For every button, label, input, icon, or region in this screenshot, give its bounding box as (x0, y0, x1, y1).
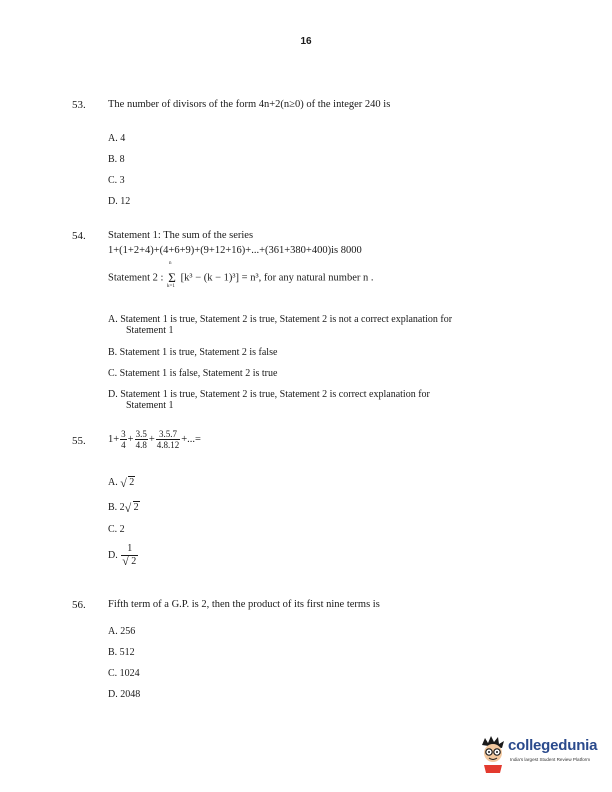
sqrt: √ 2 (124, 501, 139, 515)
mascot-icon (478, 735, 508, 773)
series-tail: +...= (181, 433, 201, 445)
option-b: B. 8 (108, 154, 125, 165)
option-a (108, 314, 452, 336)
fraction: $\frac{3.5.7}{4.8.12}$ (156, 429, 180, 450)
option-b: B. Statement 1 is true, Statement 2 is false (108, 347, 278, 358)
sqrt: √ 2 (120, 476, 135, 490)
question-number: 56. (72, 599, 86, 611)
statement-2 (108, 261, 374, 289)
series-expression: 1+(1+2+4)+(4+6+9)+(9+12+16)+...+(361+380+400)is 8000 (108, 245, 362, 256)
question-text (108, 99, 390, 110)
fraction: 1 √ 2 (122, 543, 137, 568)
option-c: C. 2 (108, 524, 125, 535)
math-expression: 4n+2(n≥0) (258, 99, 304, 110)
option-a: A. 256 (108, 626, 136, 637)
question-number: 54. (72, 230, 86, 242)
summation (166, 261, 178, 289)
summation-expression: [k³ − (k − 1)³] = n³, (180, 272, 262, 284)
option-b: B. 2 √ 2 (108, 501, 139, 515)
sum-lower-limit: k=1 (167, 284, 175, 289)
brand-name: collegedunia (508, 737, 598, 754)
sum-upper-limit: n (169, 261, 172, 266)
option-d: D. 12 (108, 196, 131, 207)
option-d (108, 389, 430, 411)
question-text: Fifth term of a G.P. is 2, then the product of its first nine terms is (108, 599, 380, 610)
option-a: A. √ 2 (108, 476, 135, 490)
fraction: $\frac{3.5}{4.8}$ (135, 429, 147, 450)
option-c: C. Statement 1 is false, Statement 2 is true (108, 368, 278, 379)
question-number: 53. (72, 99, 86, 111)
statement-2-label: Statement 2 : (108, 272, 164, 284)
option-d: D. 1 √ 2 (108, 543, 137, 568)
option-line-1: A. Statement 1 is true, Statement 2 is true, Statement 2 is not a correct explanation for (108, 314, 453, 325)
question-number: 55. (72, 435, 86, 447)
sigma-icon: Σ (168, 270, 176, 285)
option-a: A. 4 (108, 133, 126, 144)
option-b: B. 512 (108, 647, 135, 658)
fraction: $\frac{3}{4}$ (121, 429, 126, 450)
option-line-2: Statement 1 (126, 400, 174, 411)
question-text-after: of the integer 240 is (306, 99, 391, 110)
statement-2-after: for any natural number n . (263, 272, 374, 284)
sqrt: √ 2 (122, 554, 137, 568)
page-number: 16 (300, 36, 312, 47)
question-text-before: The number of divisors of the form (108, 99, 257, 110)
brand-tagline: India's largest Student Review Platform (510, 757, 591, 762)
series-lead: 1+ (108, 433, 120, 445)
option-d: D. 2048 (108, 689, 141, 700)
option-line-2: Statement 1 (126, 325, 174, 336)
option-line-1: D. Statement 1 is true, Statement 2 is true, Statement 2 is correct explanation for (108, 389, 430, 400)
option-c: C. 3 (108, 175, 125, 186)
series-expression: 1+ $\frac{3}{4}$ + $\frac{3.5}{4.8}$ + $\frac{3.5.7}{4.8.12}$ +...= (108, 429, 201, 450)
brand-logo (478, 735, 608, 775)
statement-1-label: Statement 1: The sum of the series (108, 230, 254, 241)
option-c: C. 1024 (108, 668, 140, 679)
